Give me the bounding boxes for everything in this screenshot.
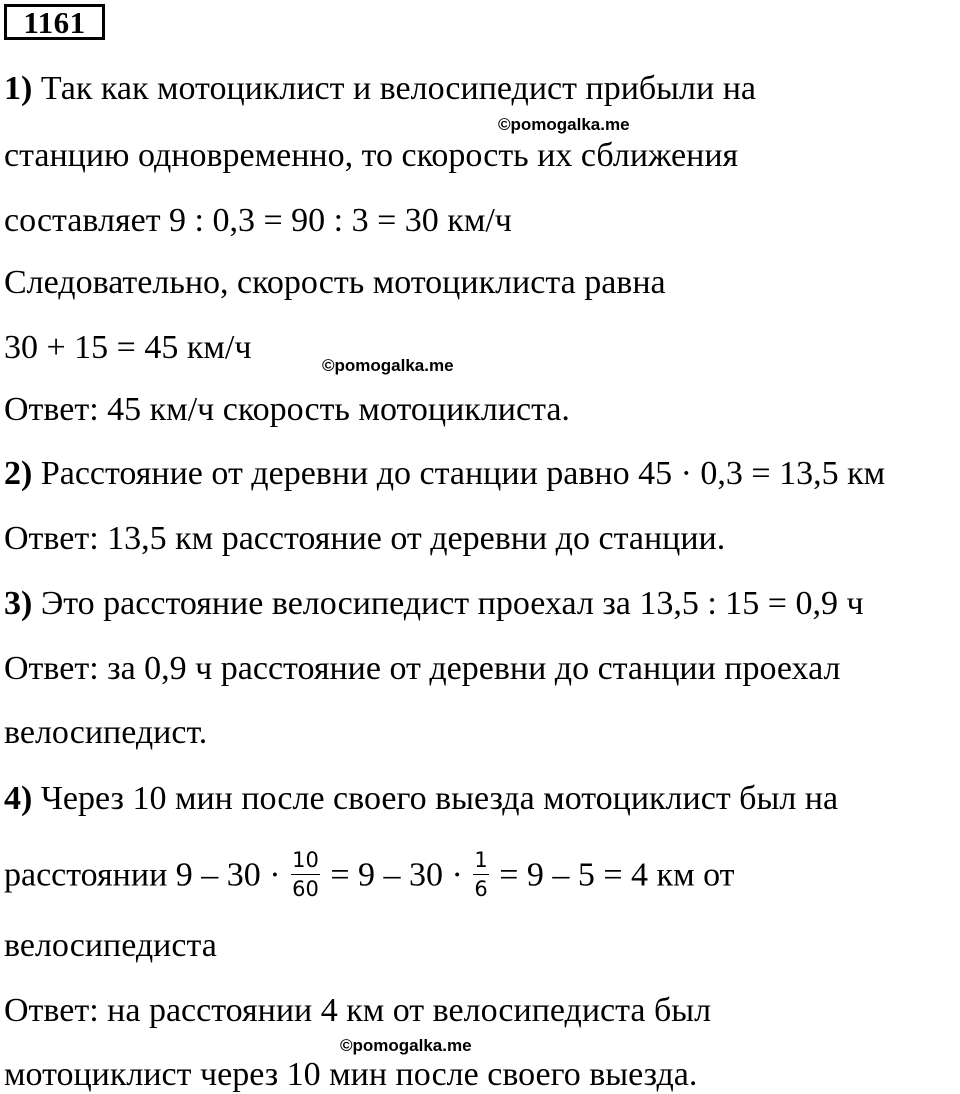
expr-part1: расстоянии 9 – 30 · bbox=[4, 856, 281, 894]
section3-answer-line1: Ответ: за 0,9 ч расстояние от деревни до станции проехал bbox=[4, 650, 841, 687]
watermark-2: ©pomogalka.me bbox=[322, 356, 454, 375]
section2-answer: Ответ: 13,5 км расстояние от деревни до станции. bbox=[4, 520, 726, 557]
section2-text1: Расстояние от деревни до станции равно 45 · 0,3 = 13,5 км bbox=[40, 455, 886, 492]
section1-line1 bbox=[4, 70, 756, 108]
fraction-numerator: 1 bbox=[473, 848, 488, 875]
section3-line1 bbox=[4, 585, 864, 623]
section1-line5: 30 + 15 = 45 км/ч bbox=[4, 329, 252, 366]
section4-answer-line1: Ответ: на расстоянии 4 км от велосипедиста был bbox=[4, 992, 712, 1029]
section2-label: 2) bbox=[4, 455, 33, 492]
section1-line2: станцию одновременно, то скорость их сближения bbox=[4, 137, 739, 174]
section4-line3: велосипедиста bbox=[4, 927, 217, 964]
watermark-1: ©pomogalka.me bbox=[498, 115, 630, 134]
section1-line3: составляет 9 : 0,3 = 90 : 3 = 30 км/ч bbox=[4, 202, 512, 239]
expr-part2: = 9 – 30 · bbox=[330, 856, 463, 894]
section4-line1 bbox=[4, 780, 838, 818]
problem-number: 1161 bbox=[4, 4, 105, 40]
section3-text1: Это расстояние велосипедист проехал за 13,5 : 15 = 0,9 ч bbox=[40, 585, 864, 622]
section4-text1: Через 10 мин после своего выезда мотоциклист был на bbox=[40, 780, 839, 817]
section4-expression bbox=[4, 848, 735, 901]
section4-answer-line2: мотоциклист через 10 мин после своего выезда. bbox=[4, 1056, 698, 1093]
fraction-denominator: 6 bbox=[474, 877, 488, 901]
fraction-1-6 bbox=[473, 848, 488, 901]
section1-line4: Следовательно, скорость мотоциклиста равна bbox=[4, 264, 666, 301]
section3-answer-line2: велосипедист. bbox=[4, 714, 208, 751]
fraction-numerator: 10 bbox=[291, 848, 320, 875]
section2-line1 bbox=[4, 455, 885, 493]
section1-answer: Ответ: 45 км/ч скорость мотоциклиста. bbox=[4, 391, 570, 428]
section1-text1: Так как мотоциклист и велосипедист прибыли на bbox=[40, 70, 756, 107]
watermark-3: ©pomogalka.me bbox=[340, 1036, 472, 1055]
expr-part3: = 9 – 5 = 4 км от bbox=[499, 856, 735, 894]
section1-label: 1) bbox=[4, 70, 33, 107]
fraction-denominator: 60 bbox=[292, 877, 319, 901]
fraction-10-60 bbox=[291, 848, 320, 901]
section3-label: 3) bbox=[4, 585, 33, 622]
section4-label: 4) bbox=[4, 780, 33, 817]
